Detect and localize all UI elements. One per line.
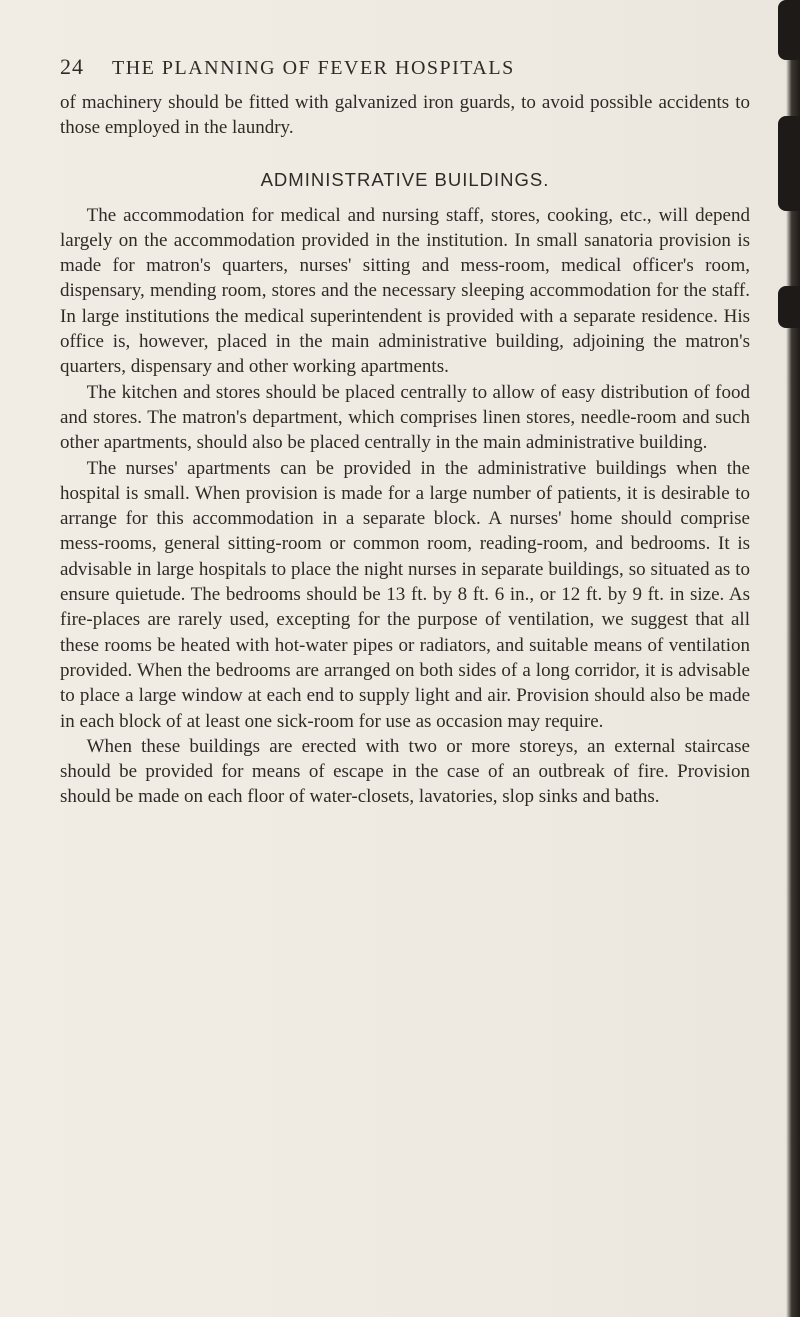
- page-edge-mark: [778, 116, 800, 211]
- section-heading: ADMINISTRATIVE BUILDINGS.: [260, 168, 550, 190]
- page-edge-mark: [778, 0, 800, 60]
- page-content: [60, 54, 750, 810]
- continuation-paragraph: of machinery should be fitted with galvanized iron guards, to avoid possible accidents to those employed in the laundry.: [60, 92, 750, 139]
- running-title: THE PLANNING OF FEVER HOSPITALS: [112, 57, 515, 79]
- body-paragraph: When these buildings are erected with two or more storeys, an external staircase should be provided for means of escape in the case of an outbreak of fire. Provision should be made on each floor of water-closets, lavatories, slop sinks and baths.: [60, 735, 750, 808]
- body-paragraph: The accommodation for medical and nursing staff, stores, cooking, etc., will depend largely on the accommodation provided in the institution. In small sanatoria provision is made for matron's quarters, nurses' sitting and mess-room, medical officer's room, dispensary, mending room, stores and the necessary sleeping accommodation for the staff. In large institutions the medical superintendent is provided with a separate residence. His office is, however, placed in the main administrative building, adjoining the matron's quarters, dispensary and other working apartments.: [60, 204, 750, 378]
- body-paragraph: The kitchen and stores should be placed centrally to allow of easy distribution of food and stores. The matron's department, which comprises linen stores, needle-room and such other apartments, should also be placed centrally in the main administrative building.: [60, 381, 750, 454]
- page-number: 24: [60, 54, 84, 79]
- page-edge-mark: [778, 286, 800, 328]
- running-head: [60, 54, 750, 80]
- body-paragraph: The nurses' apartments can be provided in the administrative buildings when the hospital is small. When provision is made for a large number of patients, it is desirable to arrange for this accommodation in a separate block. A nurses' home should comprise mess-rooms, general sitting-room or common room, reading-room, and bedrooms. It is advisable in large hospitals to place the night nurses in separate buildings, so situated as to ensure quietude. The bedrooms should be 13 ft. by 8 ft. 6 in., or 12 ft. by 9 ft. in size. As fire-places are rarely used, excepting for the purpose of ventilation, we suggest that all these rooms be heated with hot-water pipes or radiators, and suitable means of ventilation provided. When the bedrooms are arranged on both sides of a long corridor, it is advisable to place a large window at each end to supply light and air. Provision should also be made in each block of at least one sick-room for use as occasion may require.: [60, 457, 750, 732]
